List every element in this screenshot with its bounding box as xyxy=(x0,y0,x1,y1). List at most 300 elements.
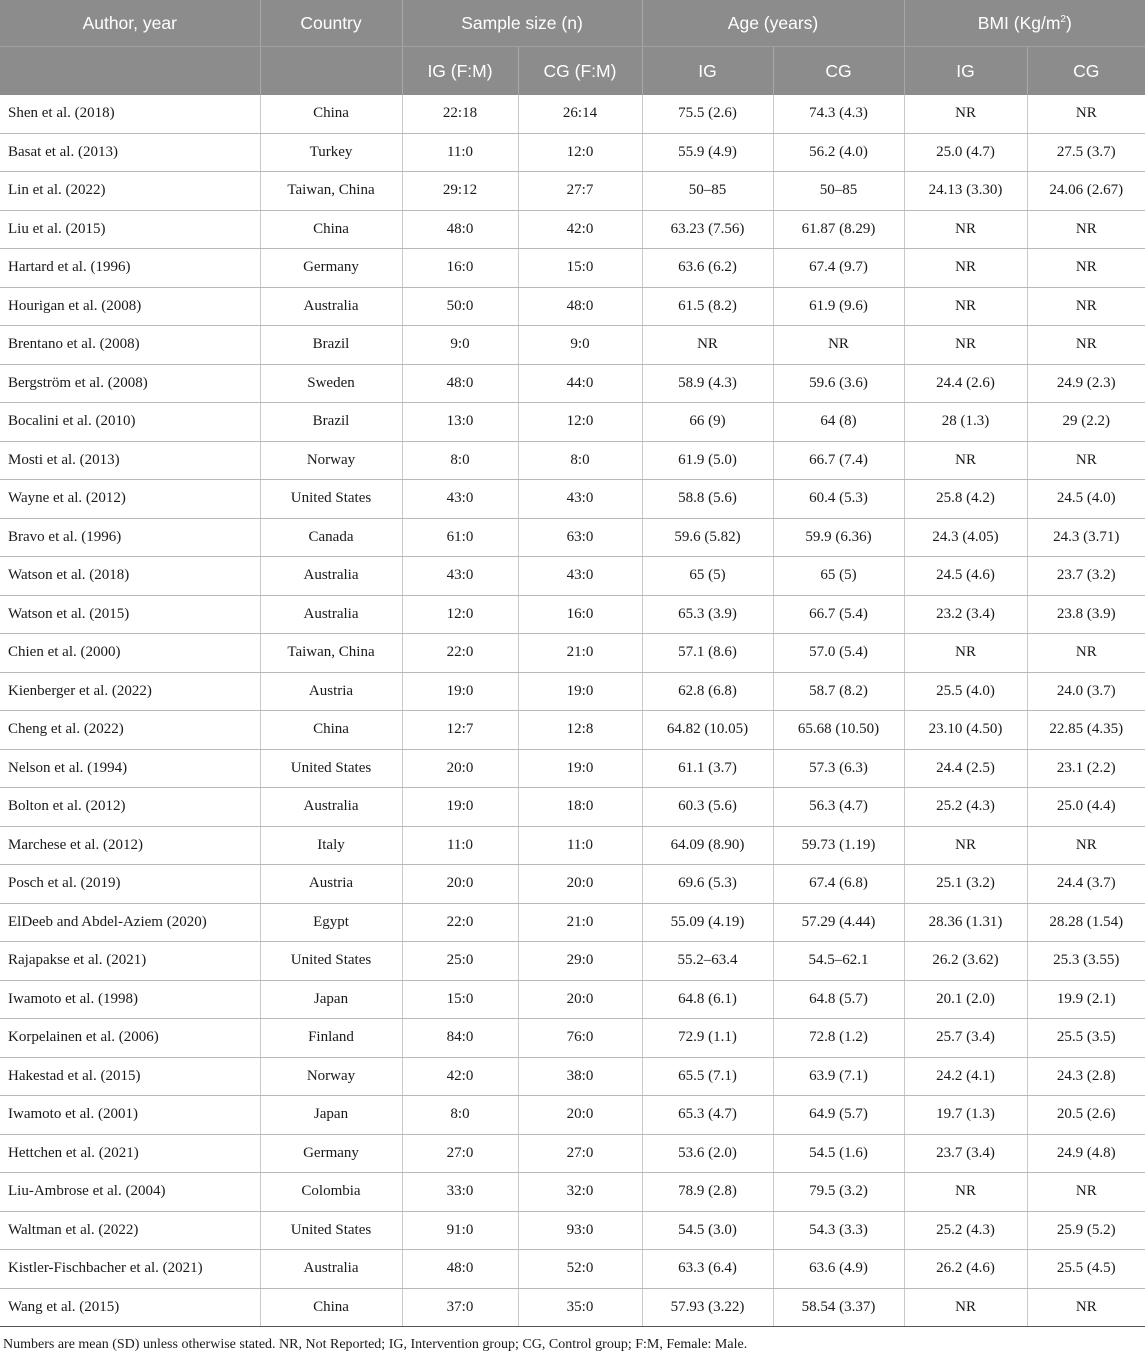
sample-cg-cell: 43:0 xyxy=(518,557,642,596)
author-year-cell: Rajapakse et al. (2021) xyxy=(0,942,260,981)
age-cg-cell: 58.7 (8.2) xyxy=(773,672,904,711)
sample-ig-cell: 13:0 xyxy=(402,403,518,442)
author-year-cell: Kienberger et al. (2022) xyxy=(0,672,260,711)
sample-ig-cell: 22:0 xyxy=(402,634,518,673)
table-row xyxy=(0,1019,1145,1058)
age-cg-cell: NR xyxy=(773,326,904,365)
author-year-cell: Kistler-Fischbacher et al. (2021) xyxy=(0,1250,260,1289)
bmi-cg-cell: NR xyxy=(1027,326,1145,365)
country-cell: China xyxy=(260,210,402,249)
bmi-cg-cell: 20.5 (2.6) xyxy=(1027,1096,1145,1135)
sample-ig-cell: 19:0 xyxy=(402,788,518,827)
author-year-cell: Liu-Ambrose et al. (2004) xyxy=(0,1173,260,1212)
age-ig-cell: 55.09 (4.19) xyxy=(642,903,773,942)
country-cell: Germany xyxy=(260,1134,402,1173)
bmi-ig-cell: NR xyxy=(904,249,1027,288)
country-cell: Brazil xyxy=(260,326,402,365)
age-cg-cell: 67.4 (6.8) xyxy=(773,865,904,904)
table-row xyxy=(0,749,1145,788)
country-cell: Australia xyxy=(260,557,402,596)
bmi-cg-cell: NR xyxy=(1027,1173,1145,1212)
age-cg-cell: 57.3 (6.3) xyxy=(773,749,904,788)
bmi-ig-cell: 25.8 (4.2) xyxy=(904,480,1027,519)
age-ig-cell: 65.3 (4.7) xyxy=(642,1096,773,1135)
sample-cg-cell: 35:0 xyxy=(518,1288,642,1327)
sample-ig-cell: 9:0 xyxy=(402,326,518,365)
table-header xyxy=(0,0,1145,95)
sample-ig-cell: 43:0 xyxy=(402,480,518,519)
sample-ig-cell: 50:0 xyxy=(402,287,518,326)
bmi-ig-cell: 24.13 (3.30) xyxy=(904,172,1027,211)
header-author: Author, year xyxy=(0,0,260,47)
sample-cg-cell: 15:0 xyxy=(518,249,642,288)
age-ig-cell: 61.5 (8.2) xyxy=(642,287,773,326)
age-cg-cell: 61.9 (9.6) xyxy=(773,287,904,326)
country-cell: Australia xyxy=(260,1250,402,1289)
age-ig-cell: 59.6 (5.82) xyxy=(642,518,773,557)
table-row xyxy=(0,711,1145,750)
table-row xyxy=(0,287,1145,326)
sample-cg-cell: 11:0 xyxy=(518,826,642,865)
sample-ig-cell: 61:0 xyxy=(402,518,518,557)
age-cg-cell: 57.0 (5.4) xyxy=(773,634,904,673)
age-cg-cell: 65 (5) xyxy=(773,557,904,596)
bmi-ig-cell: 25.5 (4.0) xyxy=(904,672,1027,711)
bmi-ig-cell: 26.2 (4.6) xyxy=(904,1250,1027,1289)
subheader-bmi-ig: IG xyxy=(904,47,1027,96)
sample-ig-cell: 8:0 xyxy=(402,441,518,480)
sample-cg-cell: 32:0 xyxy=(518,1173,642,1212)
age-ig-cell: 57.1 (8.6) xyxy=(642,634,773,673)
sample-ig-cell: 8:0 xyxy=(402,1096,518,1135)
author-year-cell: ElDeeb and Abdel-Aziem (2020) xyxy=(0,903,260,942)
bmi-cg-cell: NR xyxy=(1027,1288,1145,1327)
age-ig-cell: 57.93 (3.22) xyxy=(642,1288,773,1327)
bmi-ig-cell: NR xyxy=(904,826,1027,865)
author-year-cell: Lin et al. (2022) xyxy=(0,172,260,211)
sample-cg-cell: 29:0 xyxy=(518,942,642,981)
country-cell: China xyxy=(260,711,402,750)
author-year-cell: Bravo et al. (1996) xyxy=(0,518,260,557)
author-year-cell: Korpelainen et al. (2006) xyxy=(0,1019,260,1058)
table-row xyxy=(0,480,1145,519)
table-row xyxy=(0,1250,1145,1289)
age-cg-cell: 57.29 (4.44) xyxy=(773,903,904,942)
sample-cg-cell: 43:0 xyxy=(518,480,642,519)
table-body xyxy=(0,95,1145,1327)
bmi-ig-cell: 20.1 (2.0) xyxy=(904,980,1027,1019)
bmi-ig-cell: 25.2 (4.3) xyxy=(904,1211,1027,1250)
age-ig-cell: 65.5 (7.1) xyxy=(642,1057,773,1096)
table-row xyxy=(0,441,1145,480)
sample-cg-cell: 38:0 xyxy=(518,1057,642,1096)
bmi-cg-cell: 24.3 (2.8) xyxy=(1027,1057,1145,1096)
country-cell: United States xyxy=(260,480,402,519)
age-cg-cell: 67.4 (9.7) xyxy=(773,249,904,288)
bmi-cg-cell: 23.8 (3.9) xyxy=(1027,595,1145,634)
header-bmi xyxy=(904,0,1145,47)
bmi-cg-cell: 24.06 (2.67) xyxy=(1027,172,1145,211)
country-cell: Finland xyxy=(260,1019,402,1058)
bmi-ig-cell: NR xyxy=(904,326,1027,365)
table-row xyxy=(0,95,1145,133)
country-cell: Italy xyxy=(260,826,402,865)
author-year-cell: Liu et al. (2015) xyxy=(0,210,260,249)
country-cell: Australia xyxy=(260,595,402,634)
country-cell: Norway xyxy=(260,1057,402,1096)
age-ig-cell: NR xyxy=(642,326,773,365)
sample-ig-cell: 12:0 xyxy=(402,595,518,634)
sample-cg-cell: 19:0 xyxy=(518,672,642,711)
table-row xyxy=(0,364,1145,403)
table-row xyxy=(0,249,1145,288)
table-row xyxy=(0,595,1145,634)
age-ig-cell: 69.6 (5.3) xyxy=(642,865,773,904)
sample-ig-cell: 42:0 xyxy=(402,1057,518,1096)
age-ig-cell: 58.9 (4.3) xyxy=(642,364,773,403)
sample-cg-cell: 18:0 xyxy=(518,788,642,827)
subheader-empty-author xyxy=(0,47,260,96)
sample-ig-cell: 91:0 xyxy=(402,1211,518,1250)
country-cell: Taiwan, China xyxy=(260,634,402,673)
bmi-cg-cell: 22.85 (4.35) xyxy=(1027,711,1145,750)
country-cell: United States xyxy=(260,1211,402,1250)
table-row xyxy=(0,942,1145,981)
age-cg-cell: 63.6 (4.9) xyxy=(773,1250,904,1289)
sample-cg-cell: 20:0 xyxy=(518,980,642,1019)
sample-ig-cell: 29:12 xyxy=(402,172,518,211)
author-year-cell: Marchese et al. (2012) xyxy=(0,826,260,865)
author-year-cell: Shen et al. (2018) xyxy=(0,95,260,133)
header-bmi-close: ) xyxy=(1065,12,1072,33)
author-year-cell: Hakestad et al. (2015) xyxy=(0,1057,260,1096)
sample-ig-cell: 43:0 xyxy=(402,557,518,596)
country-cell: Austria xyxy=(260,672,402,711)
subheader-empty-country xyxy=(260,47,402,96)
table-row xyxy=(0,1096,1145,1135)
age-ig-cell: 54.5 (3.0) xyxy=(642,1211,773,1250)
age-ig-cell: 72.9 (1.1) xyxy=(642,1019,773,1058)
table-footnote: Numbers are mean (SD) unless otherwise stated. NR, Not Reported; IG, Intervention group; CG, Control group; F:M, Female: Male. xyxy=(3,1337,748,1352)
table-row xyxy=(0,1173,1145,1212)
age-ig-cell: 53.6 (2.0) xyxy=(642,1134,773,1173)
age-cg-cell: 60.4 (5.3) xyxy=(773,480,904,519)
age-ig-cell: 65 (5) xyxy=(642,557,773,596)
bmi-ig-cell: 25.1 (3.2) xyxy=(904,865,1027,904)
country-cell: Japan xyxy=(260,980,402,1019)
bmi-cg-cell: NR xyxy=(1027,249,1145,288)
bmi-cg-cell: 23.7 (3.2) xyxy=(1027,557,1145,596)
age-ig-cell: 65.3 (3.9) xyxy=(642,595,773,634)
bmi-cg-cell: NR xyxy=(1027,287,1145,326)
age-cg-cell: 54.3 (3.3) xyxy=(773,1211,904,1250)
author-year-cell: Watson et al. (2015) xyxy=(0,595,260,634)
age-ig-cell: 50–85 xyxy=(642,172,773,211)
bmi-ig-cell: NR xyxy=(904,95,1027,133)
bmi-ig-cell: 25.2 (4.3) xyxy=(904,788,1027,827)
age-cg-cell: 63.9 (7.1) xyxy=(773,1057,904,1096)
age-ig-cell: 61.9 (5.0) xyxy=(642,441,773,480)
bmi-cg-cell: 19.9 (2.1) xyxy=(1027,980,1145,1019)
age-ig-cell: 61.1 (3.7) xyxy=(642,749,773,788)
age-cg-cell: 50–85 xyxy=(773,172,904,211)
sample-ig-cell: 48:0 xyxy=(402,210,518,249)
sample-cg-cell: 9:0 xyxy=(518,326,642,365)
author-year-cell: Chien et al. (2000) xyxy=(0,634,260,673)
age-ig-cell: 63.6 (6.2) xyxy=(642,249,773,288)
bmi-ig-cell: 24.5 (4.6) xyxy=(904,557,1027,596)
author-year-cell: Hourigan et al. (2008) xyxy=(0,287,260,326)
sample-ig-cell: 84:0 xyxy=(402,1019,518,1058)
table-row xyxy=(0,903,1145,942)
bmi-cg-cell: NR xyxy=(1027,826,1145,865)
age-cg-cell: 61.87 (8.29) xyxy=(773,210,904,249)
country-cell: Australia xyxy=(260,788,402,827)
country-cell: Egypt xyxy=(260,903,402,942)
age-cg-cell: 59.6 (3.6) xyxy=(773,364,904,403)
sample-ig-cell: 15:0 xyxy=(402,980,518,1019)
country-cell: China xyxy=(260,95,402,133)
sample-cg-cell: 8:0 xyxy=(518,441,642,480)
bmi-cg-cell: 25.9 (5.2) xyxy=(1027,1211,1145,1250)
table-row xyxy=(0,557,1145,596)
sample-cg-cell: 20:0 xyxy=(518,1096,642,1135)
bmi-cg-cell: 24.0 (3.7) xyxy=(1027,672,1145,711)
sample-cg-cell: 12:0 xyxy=(518,403,642,442)
sample-cg-cell: 52:0 xyxy=(518,1250,642,1289)
bmi-ig-cell: 25.0 (4.7) xyxy=(904,133,1027,172)
author-year-cell: Bergström et al. (2008) xyxy=(0,364,260,403)
bmi-ig-cell: NR xyxy=(904,1173,1027,1212)
age-ig-cell: 55.9 (4.9) xyxy=(642,133,773,172)
bmi-cg-cell: 25.0 (4.4) xyxy=(1027,788,1145,827)
sample-cg-cell: 63:0 xyxy=(518,518,642,557)
table-row xyxy=(0,133,1145,172)
age-ig-cell: 63.23 (7.56) xyxy=(642,210,773,249)
age-ig-cell: 60.3 (5.6) xyxy=(642,788,773,827)
author-year-cell: Brentano et al. (2008) xyxy=(0,326,260,365)
table-row xyxy=(0,326,1145,365)
author-year-cell: Wang et al. (2015) xyxy=(0,1288,260,1327)
sample-cg-cell: 16:0 xyxy=(518,595,642,634)
header-age: Age (years) xyxy=(642,0,904,47)
age-cg-cell: 58.54 (3.37) xyxy=(773,1288,904,1327)
sample-ig-cell: 16:0 xyxy=(402,249,518,288)
sample-cg-cell: 27:7 xyxy=(518,172,642,211)
author-year-cell: Mosti et al. (2013) xyxy=(0,441,260,480)
bmi-cg-cell: 25.3 (3.55) xyxy=(1027,942,1145,981)
sample-cg-cell: 19:0 xyxy=(518,749,642,788)
country-cell: United States xyxy=(260,942,402,981)
bmi-ig-cell: NR xyxy=(904,210,1027,249)
sample-ig-cell: 48:0 xyxy=(402,1250,518,1289)
sample-ig-cell: 33:0 xyxy=(402,1173,518,1212)
sample-cg-cell: 48:0 xyxy=(518,287,642,326)
age-cg-cell: 64.9 (5.7) xyxy=(773,1096,904,1135)
bmi-cg-cell: 25.5 (3.5) xyxy=(1027,1019,1145,1058)
age-ig-cell: 58.8 (5.6) xyxy=(642,480,773,519)
bmi-cg-cell: 24.3 (3.71) xyxy=(1027,518,1145,557)
bmi-ig-cell: NR xyxy=(904,287,1027,326)
bmi-ig-cell: NR xyxy=(904,634,1027,673)
age-cg-cell: 64.8 (5.7) xyxy=(773,980,904,1019)
sample-ig-cell: 48:0 xyxy=(402,364,518,403)
country-cell: Norway xyxy=(260,441,402,480)
country-cell: Sweden xyxy=(260,364,402,403)
bmi-ig-cell: 24.2 (4.1) xyxy=(904,1057,1027,1096)
author-year-cell: Posch et al. (2019) xyxy=(0,865,260,904)
author-year-cell: Iwamoto et al. (2001) xyxy=(0,1096,260,1135)
sample-ig-cell: 12:7 xyxy=(402,711,518,750)
author-year-cell: Watson et al. (2018) xyxy=(0,557,260,596)
bmi-cg-cell: 29 (2.2) xyxy=(1027,403,1145,442)
age-cg-cell: 54.5 (1.6) xyxy=(773,1134,904,1173)
country-cell: Japan xyxy=(260,1096,402,1135)
table-row xyxy=(0,210,1145,249)
subheader-sample-ig: IG (F:M) xyxy=(402,47,518,96)
author-year-cell: Basat et al. (2013) xyxy=(0,133,260,172)
age-cg-cell: 59.73 (1.19) xyxy=(773,826,904,865)
country-cell: China xyxy=(260,1288,402,1327)
bmi-cg-cell: 27.5 (3.7) xyxy=(1027,133,1145,172)
bmi-ig-cell: NR xyxy=(904,441,1027,480)
age-cg-cell: 54.5–62.1 xyxy=(773,942,904,981)
author-year-cell: Bocalini et al. (2010) xyxy=(0,403,260,442)
header-sample-size: Sample size (n) xyxy=(402,0,642,47)
country-cell: Canada xyxy=(260,518,402,557)
header-bmi-superscript: 2 xyxy=(1060,13,1066,25)
age-cg-cell: 66.7 (5.4) xyxy=(773,595,904,634)
sample-ig-cell: 22:18 xyxy=(402,95,518,133)
bmi-cg-cell: 24.5 (4.0) xyxy=(1027,480,1145,519)
age-ig-cell: 64.09 (8.90) xyxy=(642,826,773,865)
bmi-ig-cell: 26.2 (3.62) xyxy=(904,942,1027,981)
sample-cg-cell: 44:0 xyxy=(518,364,642,403)
table-row xyxy=(0,403,1145,442)
country-cell: Australia xyxy=(260,287,402,326)
bmi-cg-cell: 25.5 (4.5) xyxy=(1027,1250,1145,1289)
bmi-cg-cell: NR xyxy=(1027,95,1145,133)
bmi-ig-cell: 23.2 (3.4) xyxy=(904,595,1027,634)
bmi-cg-cell: NR xyxy=(1027,441,1145,480)
bmi-ig-cell: NR xyxy=(904,1288,1027,1327)
bmi-cg-cell: 28.28 (1.54) xyxy=(1027,903,1145,942)
country-cell: Germany xyxy=(260,249,402,288)
table-row xyxy=(0,1211,1145,1250)
table-row xyxy=(0,1057,1145,1096)
bmi-cg-cell: 24.9 (2.3) xyxy=(1027,364,1145,403)
age-cg-cell: 59.9 (6.36) xyxy=(773,518,904,557)
sample-cg-cell: 27:0 xyxy=(518,1134,642,1173)
sample-cg-cell: 76:0 xyxy=(518,1019,642,1058)
bmi-cg-cell: NR xyxy=(1027,210,1145,249)
sample-ig-cell: 20:0 xyxy=(402,865,518,904)
sample-cg-cell: 12:8 xyxy=(518,711,642,750)
country-cell: Brazil xyxy=(260,403,402,442)
sample-cg-cell: 42:0 xyxy=(518,210,642,249)
table-row xyxy=(0,172,1145,211)
sample-ig-cell: 11:0 xyxy=(402,133,518,172)
subheader-sample-cg: CG (F:M) xyxy=(518,47,642,96)
header-country: Country xyxy=(260,0,402,47)
sample-ig-cell: 22:0 xyxy=(402,903,518,942)
age-ig-cell: 64.82 (10.05) xyxy=(642,711,773,750)
age-ig-cell: 62.8 (6.8) xyxy=(642,672,773,711)
sample-ig-cell: 25:0 xyxy=(402,942,518,981)
age-ig-cell: 55.2–63.4 xyxy=(642,942,773,981)
sample-cg-cell: 21:0 xyxy=(518,634,642,673)
age-cg-cell: 56.2 (4.0) xyxy=(773,133,904,172)
age-cg-cell: 56.3 (4.7) xyxy=(773,788,904,827)
bmi-ig-cell: 24.3 (4.05) xyxy=(904,518,1027,557)
sample-ig-cell: 37:0 xyxy=(402,1288,518,1327)
sample-cg-cell: 12:0 xyxy=(518,133,642,172)
table-row xyxy=(0,672,1145,711)
age-cg-cell: 66.7 (7.4) xyxy=(773,441,904,480)
sample-cg-cell: 20:0 xyxy=(518,865,642,904)
bmi-ig-cell: 23.7 (3.4) xyxy=(904,1134,1027,1173)
author-year-cell: Iwamoto et al. (1998) xyxy=(0,980,260,1019)
country-cell: United States xyxy=(260,749,402,788)
bmi-ig-cell: 28.36 (1.31) xyxy=(904,903,1027,942)
table-row xyxy=(0,634,1145,673)
table-row xyxy=(0,980,1145,1019)
table-row xyxy=(0,1134,1145,1173)
author-year-cell: Nelson et al. (1994) xyxy=(0,749,260,788)
bmi-ig-cell: 23.10 (4.50) xyxy=(904,711,1027,750)
table-row xyxy=(0,518,1145,557)
bmi-cg-cell: 24.4 (3.7) xyxy=(1027,865,1145,904)
age-cg-cell: 64 (8) xyxy=(773,403,904,442)
bmi-cg-cell: 23.1 (2.2) xyxy=(1027,749,1145,788)
age-ig-cell: 75.5 (2.6) xyxy=(642,95,773,133)
bmi-ig-cell: 24.4 (2.6) xyxy=(904,364,1027,403)
sample-ig-cell: 27:0 xyxy=(402,1134,518,1173)
table-row xyxy=(0,826,1145,865)
bmi-ig-cell: 24.4 (2.5) xyxy=(904,749,1027,788)
author-year-cell: Hettchen et al. (2021) xyxy=(0,1134,260,1173)
table-row xyxy=(0,1288,1145,1327)
bmi-ig-cell: 28 (1.3) xyxy=(904,403,1027,442)
sample-ig-cell: 20:0 xyxy=(402,749,518,788)
age-ig-cell: 66 (9) xyxy=(642,403,773,442)
bmi-ig-cell: 19.7 (1.3) xyxy=(904,1096,1027,1135)
country-cell: Turkey xyxy=(260,133,402,172)
country-cell: Austria xyxy=(260,865,402,904)
sample-ig-cell: 19:0 xyxy=(402,672,518,711)
table-row xyxy=(0,788,1145,827)
header-bmi-text: BMI (Kg/m xyxy=(977,12,1061,33)
age-cg-cell: 65.68 (10.50) xyxy=(773,711,904,750)
age-ig-cell: 63.3 (6.4) xyxy=(642,1250,773,1289)
age-cg-cell: 79.5 (3.2) xyxy=(773,1173,904,1212)
sample-cg-cell: 26:14 xyxy=(518,95,642,133)
bmi-cg-cell: 24.9 (4.8) xyxy=(1027,1134,1145,1173)
subheader-age-ig: IG xyxy=(642,47,773,96)
age-ig-cell: 64.8 (6.1) xyxy=(642,980,773,1019)
bmi-cg-cell: NR xyxy=(1027,634,1145,673)
author-year-cell: Wayne et al. (2012) xyxy=(0,480,260,519)
table-row xyxy=(0,865,1145,904)
age-ig-cell: 78.9 (2.8) xyxy=(642,1173,773,1212)
author-year-cell: Hartard et al. (1996) xyxy=(0,249,260,288)
age-cg-cell: 74.3 (4.3) xyxy=(773,95,904,133)
author-year-cell: Bolton et al. (2012) xyxy=(0,788,260,827)
sample-ig-cell: 11:0 xyxy=(402,826,518,865)
subheader-age-cg: CG xyxy=(773,47,904,96)
bmi-ig-cell: 25.7 (3.4) xyxy=(904,1019,1027,1058)
country-cell: Colombia xyxy=(260,1173,402,1212)
